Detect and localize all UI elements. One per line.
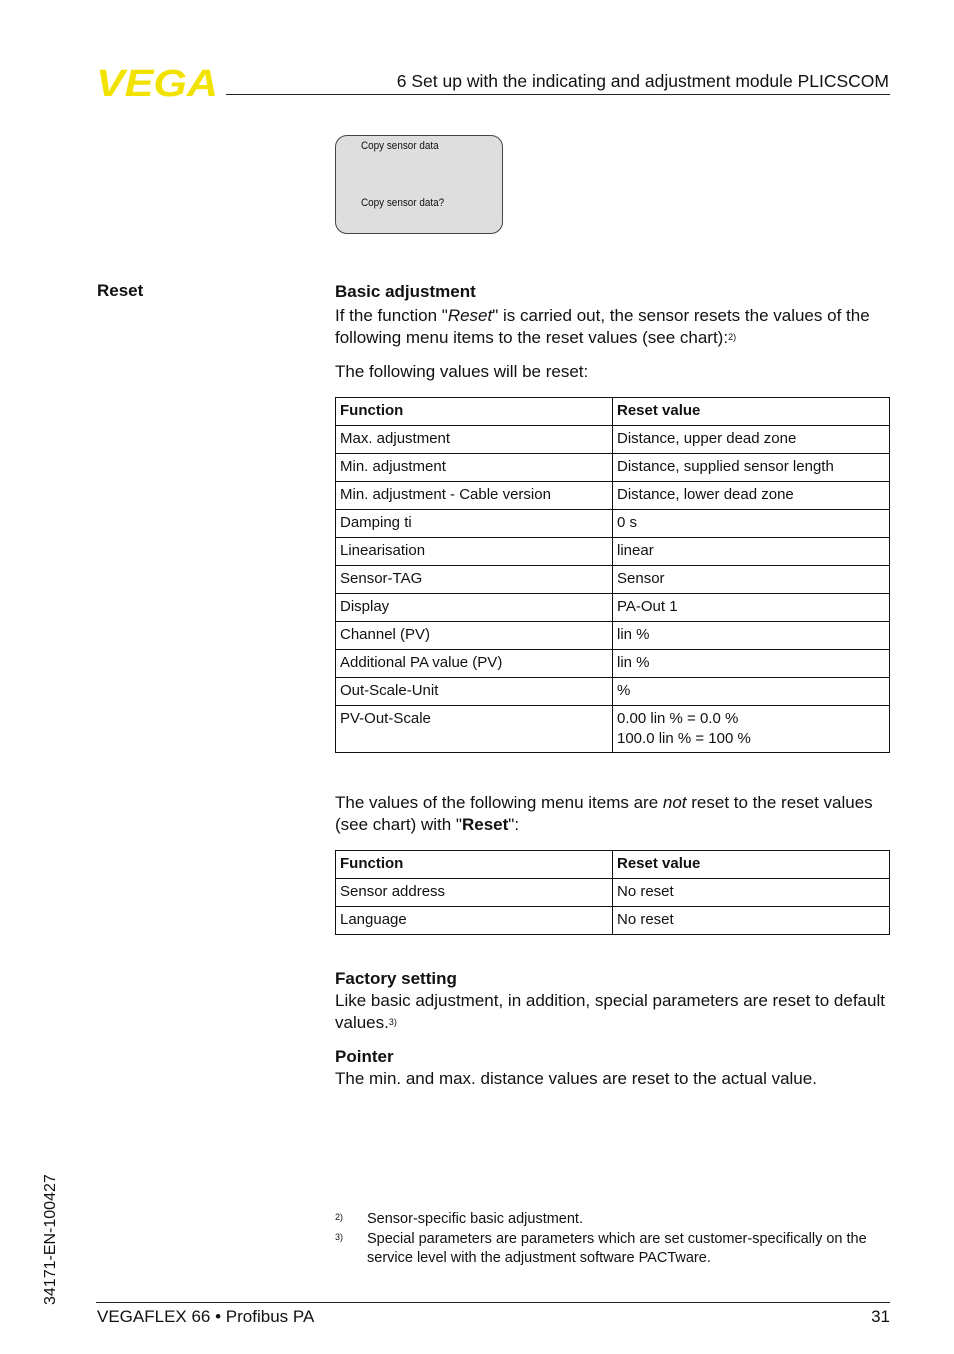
vega-logo [96,66,220,98]
table-cell: Damping ti [336,510,613,538]
table-row [336,650,890,678]
table-cell: Sensor address [336,879,613,907]
table-header-row [336,851,890,879]
table-cell: PA-Out 1 [613,594,890,622]
footnote-number: 3) [335,1232,344,1242]
pointer-heading: Pointer [335,1047,394,1066]
table-cell: No reset [613,879,890,907]
column-header: Reset value [613,851,890,879]
not-reset-table [335,850,890,935]
table-cell: Distance, lower dead zone [613,482,890,510]
not-reset-paragraph: The values of the following menu items are not reset to the reset values (see chart) with "Reset": [335,793,873,834]
logo-text: VEGA [96,66,218,98]
table-cell: lin % [613,622,890,650]
table-cell: No reset [613,907,890,935]
display-line-1: Copy sensor data [361,140,439,152]
table-cell: Distance, upper dead zone [613,426,890,454]
table-cell: lin % [613,650,890,678]
table-row [336,622,890,650]
footnote-text: Special parameters are parameters which are set customer-specifically on the service level with the adjustment software PACTware. [367,1231,867,1266]
following-values-text: The following values will be reset: [335,362,589,381]
table-cell-extra-line: 100.0 lin % = 100 % [617,730,751,747]
basic-adjustment-heading: Basic adjustment [335,282,476,301]
table-row [336,706,890,753]
table-cell: % [613,678,890,706]
page-number: 31 [871,1307,890,1326]
table-cell: Min. adjustment [336,454,613,482]
footer-rule [96,1302,890,1303]
column-header: Reset value [613,398,890,426]
table-cell: 0.00 lin % = 0.0 % 100.0 lin % = 100 % [613,706,890,753]
table-cell: Sensor [613,566,890,594]
table-cell: linear [613,538,890,566]
footer-product: VEGAFLEX 66 • Profibus PA [97,1307,315,1326]
table-cell: Additional PA value (PV) [336,650,613,678]
intro-paragraph: If the function "Reset" is carried out, the sensor resets the values of the following menu items to the reset values (see chart):$^{2)}$ [335,306,870,347]
column-header: Function [336,851,613,879]
table-row [336,454,890,482]
reset-values-table [335,397,890,753]
table-row [336,510,890,538]
factory-setting-text: Like basic adjustment, in addition, special parameters are reset to default values.$^{3)}$ [335,991,885,1032]
table-cell: Min. adjustment - Cable version [336,482,613,510]
header-rule [226,94,890,95]
table-cell: Distance, supplied sensor length [613,454,890,482]
table-row [336,482,890,510]
column-header: Function [336,398,613,426]
table-row [336,879,890,907]
table-row [336,907,890,935]
table-row [336,594,890,622]
table-row [336,426,890,454]
table-row [336,538,890,566]
chapter-title: 6 Set up with the indicating and adjustment module PLICSCOM [396,71,889,91]
footnote-ref-2[interactable]: 2) [728,332,737,342]
footnote-ref-3[interactable]: 3) [388,1017,397,1027]
pointer-text: The min. and max. distance values are reset to the actual value. [335,1069,817,1088]
table-cell: Out-Scale-Unit [336,678,613,706]
display-screen [335,135,503,234]
factory-setting-heading: Factory setting [335,969,457,988]
table-header-row [336,398,890,426]
table-cell: Display [336,594,613,622]
footnote-text: Sensor-specific basic adjustment. [367,1211,583,1227]
table-row [336,566,890,594]
display-line-2: Copy sensor data? [361,197,445,209]
table-cell: Channel (PV) [336,622,613,650]
document-id: 34171-EN-100427 [42,1174,59,1305]
table-cell: Sensor-TAG [336,566,613,594]
table-cell: Language [336,907,613,935]
footnote-number: 2) [335,1212,344,1222]
table-cell: Max. adjustment [336,426,613,454]
table-cell: PV-Out-Scale [336,706,613,753]
margin-label: Reset [97,281,144,300]
table-row [336,678,890,706]
table-cell: Linearisation [336,538,613,566]
table-cell: 0 s [613,510,890,538]
